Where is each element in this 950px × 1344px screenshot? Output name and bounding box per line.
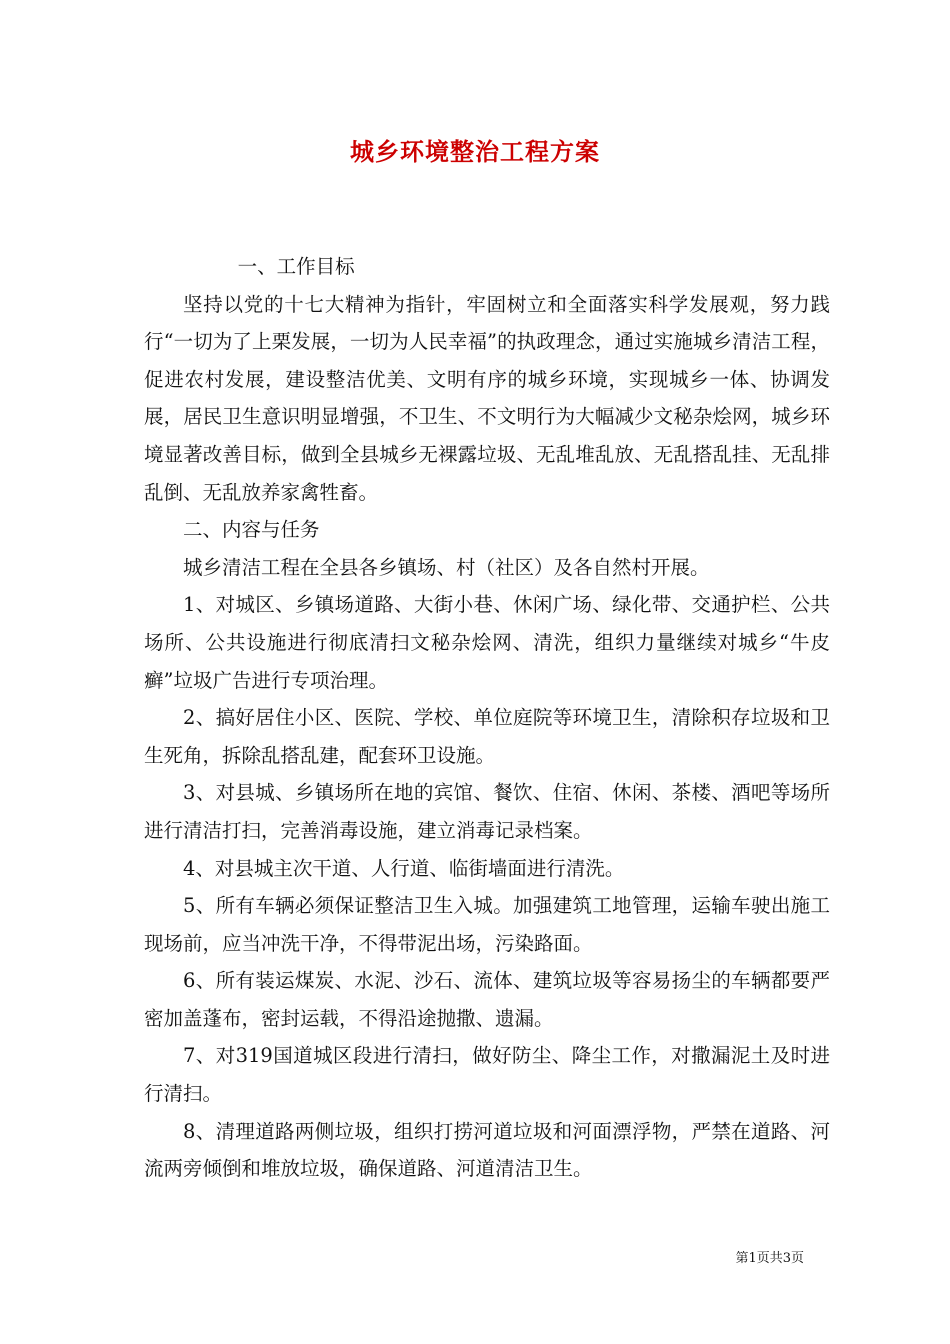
- paragraph: 城乡清洁工程在全县各乡镇场、村（社区）及各自然村开展。: [183, 555, 710, 579]
- page-number: 第1页共3页: [735, 1251, 804, 1266]
- list-item: 6、所有装运煤炭、水泥、沙石、流体、建筑垃圾等容易扬尘的车辆都要严密加盖蓬布，密封运载，不得沿途抛撒、遗漏。: [144, 969, 830, 1030]
- list-item: 5、所有车辆必须保证整洁卫生入城。加强建筑工地管理，运输车驶出施工现场前，应当冲洗干净，不得带泥出场，污染路面。: [144, 894, 830, 955]
- list-item: 2、搞好居住小区、医院、学校、单位庭院等环境卫生，清除积存垃圾和卫生死角，拆除乱搭乱建，配套环卫设施。: [144, 706, 830, 767]
- section-heading: 一、工作目标: [237, 255, 355, 278]
- list-item: 1、对城区、乡镇场道路、大街小巷、休闲广场、绿化带、交通护栏、公共场所、公共设施进行彻底清扫文秘杂烩网、清洗，组织力量继续对城乡“牛皮癣”垃圾广告进行专项治理。: [144, 593, 830, 692]
- section-heading: 二、内容与任务: [183, 518, 320, 542]
- document-body: [144, 248, 830, 1188]
- list-item: 3、对县城、乡镇场所在地的宾馆、餐饮、住宿、休闲、茶楼、酒吧等场所进行清洁打扫，完善消毒设施，建立消毒记录档案。: [144, 781, 830, 842]
- paragraph: 坚持以党的十七大精神为指针，牢固树立和全面落实科学发展观，努力践行“一切为了上栗发展，一切为人民幸福”的执政理念，通过实施城乡清洁工程，促进农村发展，建设整洁优美、文明有序的城乡环境，实现城乡一体、协调发展，居民卫生意识明显增强，不卫生、不文明行为大幅减少文秘杂烩网，城乡环境显著改善目标，做到全县城乡无裸露垃圾、无乱堆乱放、无乱搭乱挂、无乱排乱倒、无乱放养家禽牲畜。: [144, 292, 830, 504]
- list-item: 8、清理道路两侧垃圾，组织打捞河道垃圾和河面漂浮物，严禁在道路、河流两旁倾倒和堆放垃圾，确保道路、河道清洁卫生。: [144, 1119, 830, 1181]
- list-item: 4、对县城主次干道、人行道、临街墙面进行清洗。: [183, 856, 625, 880]
- list-item: 7、对319国道城区段进行清扫，做好防尘、降尘工作，对撒漏泥土及时进行清扫。: [144, 1044, 830, 1106]
- document-title: 城乡环境整治工程方案: [350, 137, 600, 166]
